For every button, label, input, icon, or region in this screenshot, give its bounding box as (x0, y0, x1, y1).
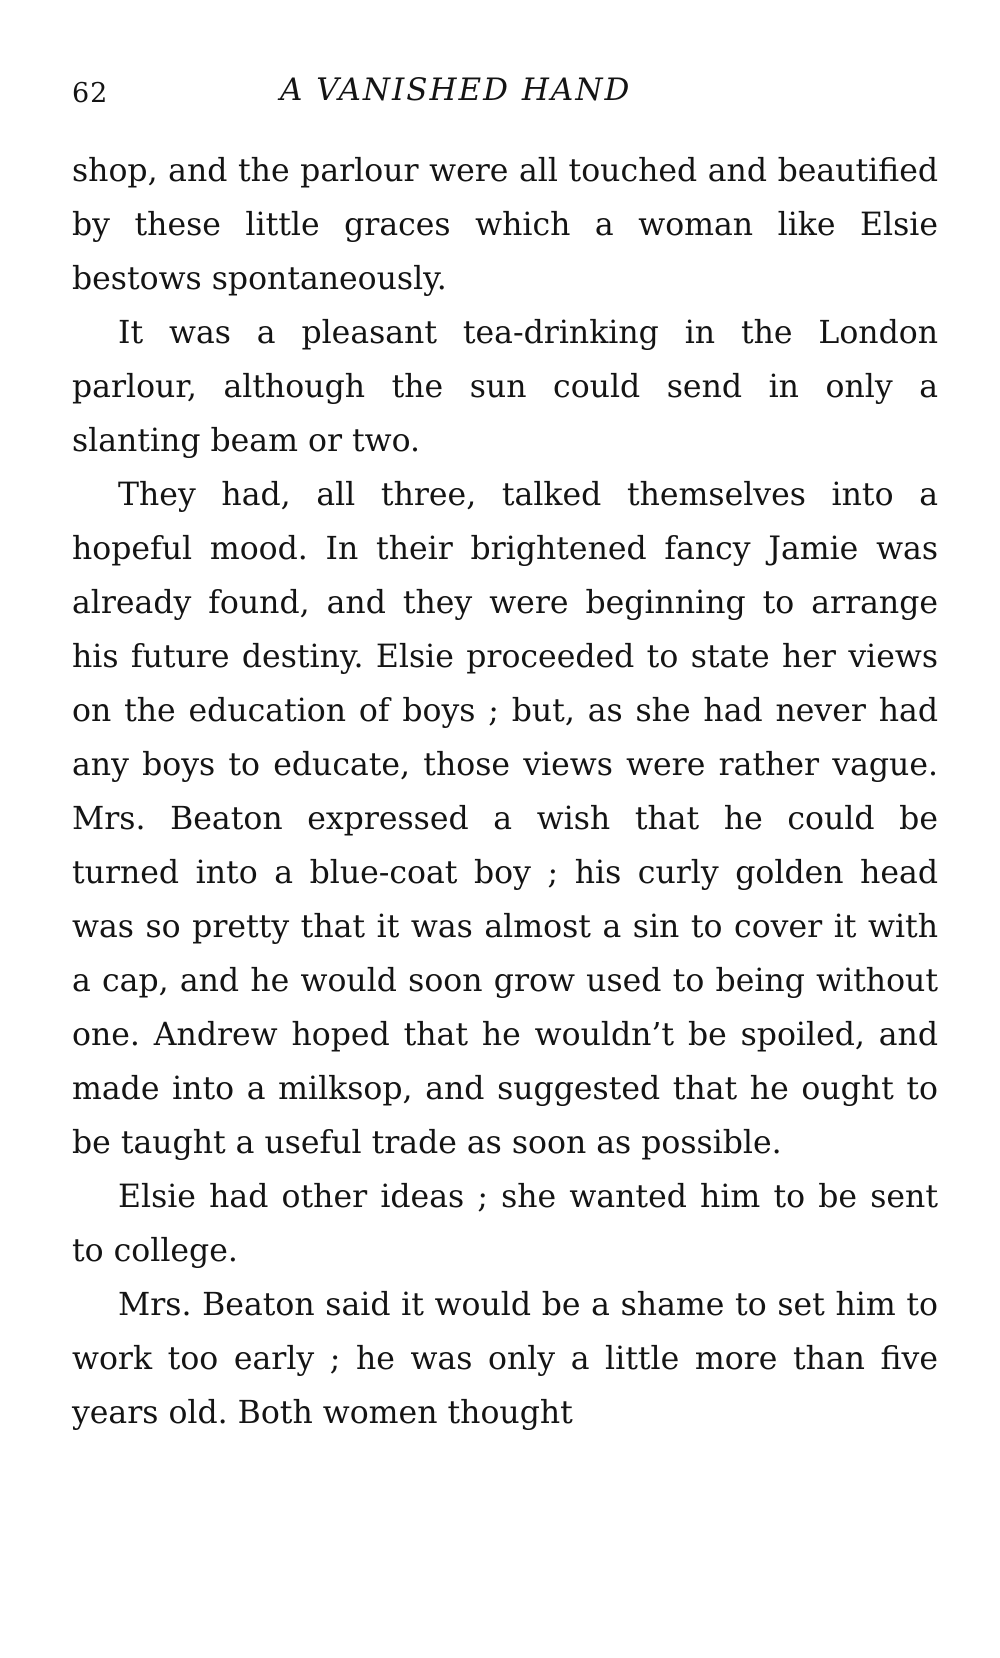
paragraph-continued: shop, and the parlour were all touched and beautified by these little graces which a woman like Elsie bestows spontaneously. (72, 153, 938, 297)
paragraph: It was a pleasant tea-drinking in the London parlour, although the sun could send in only a slanting beam or two. (72, 315, 938, 459)
paragraph: Mrs. Beaton said it would be a shame to set him to work too early ; he was only a little more than five years old. Both women thought (72, 1287, 938, 1431)
body-text (72, 144, 938, 1440)
paragraph: They had, all three, talked themselves into a hopeful mood. In their brightened fancy Jamie was already found, and they were beginning to arrange his future destiny. Elsie proceeded to state her views on the education of boys ; but, as she had never had any boys to educate, those views were rather vague. Mrs. Beaton expressed a wish that he could be turned into a blue-coat boy ; his curly golden head was so pretty that it was almost a sin to cover it with a cap, and he would soon grow used to being without one. Andrew hoped that he wouldn’t be spoiled, and made into a milksop, and suggested that he ought to be taught a useful trade as soon as possible. (72, 477, 938, 1161)
page-number: 62 (72, 78, 109, 109)
running-title: A VANISHED HAND (280, 72, 632, 108)
running-head (72, 72, 942, 122)
paragraph: Elsie had other ideas ; she wanted him to be sent to college. (72, 1179, 938, 1269)
